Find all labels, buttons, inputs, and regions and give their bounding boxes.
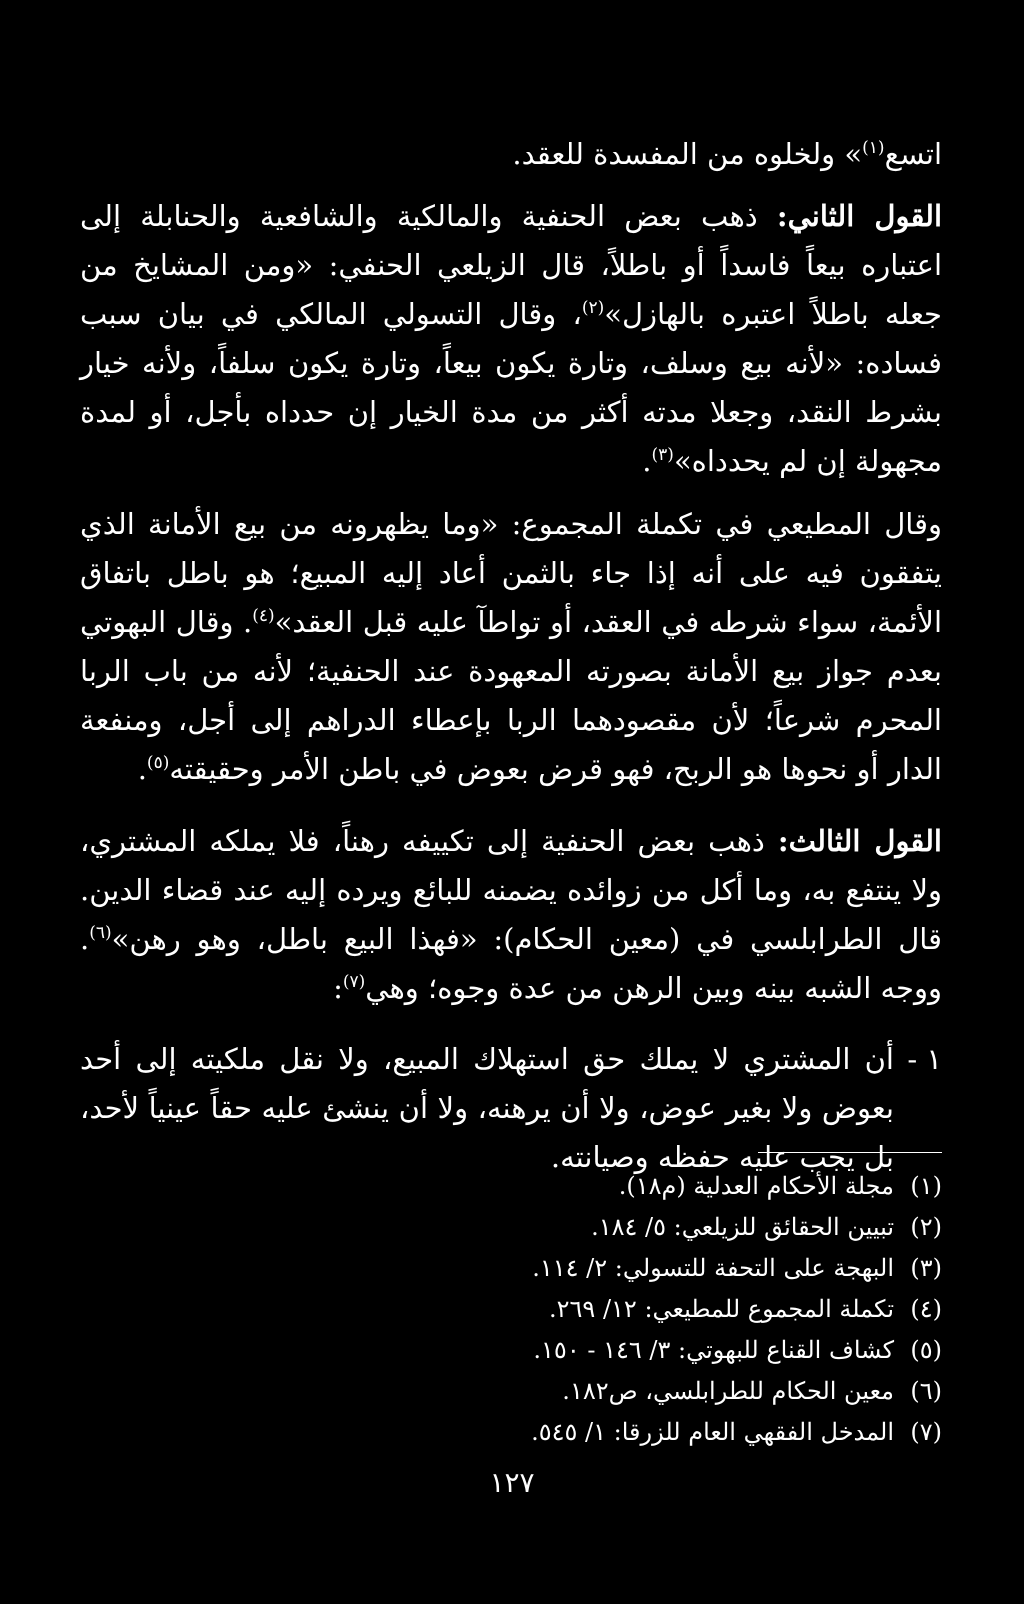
footnote-text: المدخل الفقهي العام للزرقا: ١/ ٥٤٥. [531,1418,894,1446]
paragraph-text: : [333,971,343,1005]
third-opinion-paragraph [80,817,942,1013]
intro-paragraph [80,130,942,179]
second-opinion-heading: القول الثاني: [776,199,943,233]
footnote-text: تكملة المجموع للمطيعي: ١٢/ ٢٦٩. [549,1295,894,1323]
paragraph-text: . [137,752,147,786]
footnote-ref: (٧) [342,972,366,992]
footnote-item [480,1289,942,1330]
footnotes [480,1166,942,1453]
footnote-text: كشاف القناع للبهوتي: ٣/ ١٤٦ - ١٥٠. [533,1336,894,1364]
footnote-ref: (٥) [146,753,170,773]
footnote-number: (١) [910,1172,942,1200]
list-item [80,1035,942,1182]
footnote-number: (٣) [910,1254,942,1282]
footnote-item [480,1166,942,1207]
footnote-text: تبيين الحقائق للزيلعي: ٥/ ١٨٤. [591,1213,894,1241]
footnote-text: مجلة الأحكام العدلية (م١٨). [618,1172,894,1200]
footnote-text: معين الحكام للطرابلسي، ص١٨٢. [562,1377,894,1405]
footnote-item [480,1412,942,1453]
third-opinion-heading: القول الثالث: [777,824,942,858]
footnote-divider [758,1152,942,1153]
paragraph-text: وقال المطيعي في تكملة المجموع: «وما يظهرونه من بيع الأمانة الذي يتفقون فيه على أنه إذا جاء بالثمن أعاد إليه المبيع؛ هو باطل باتفاق الأئمة، سواء شرطه في العقد، أو تواطآ عليه قبل العقد» [80,507,943,639]
main-text [80,130,942,1182]
footnote-text: البهجة على التحفة للتسولي: ٢/ ١١٤. [532,1254,894,1282]
footnote-ref: (٢) [581,298,605,318]
footnote-item [480,1207,942,1248]
footnote-number: (٤) [910,1295,942,1323]
intro-text: اتسع [884,137,942,171]
paragraph-text: ، وقال التسولي المالكي في بيان سبب فساده: «لأنه بيع وسلف، وتارة يكون بيعاً، وتارة يكون سلفاً، ولأنه خيار بشرط النقد، وجعلا مدته أكثر من مدة الخيار إن حدداه بأجل، أو لمدة مجهولة إن لم يحدداه» [80,297,942,478]
paragraph-text: . [642,444,652,478]
page-number: ١٢٧ [489,1466,535,1499]
list-item-number: ١ - [907,1042,942,1076]
footnote-number: (٢) [910,1213,942,1241]
footnote-ref: (٣) [651,445,674,465]
footnote-ref: (١) [862,138,885,158]
footnote-number: (٧) [910,1418,942,1446]
paragraph-text: . ووجه الشبه بينه وبين الرهن من عدة وجوه؛ وهي [80,922,942,1005]
footnote-ref: (٤) [252,606,275,626]
footnote-item [480,1371,942,1412]
footnote-item [480,1248,942,1289]
list-item-text: أن المشتري لا يملك حق استهلاك المبيع، ولا نقل ملكيته إلى أحد بعوض ولا بغير عوض، ولا أن يرهنه، ولا أن ينشئ عليه حقاً عينياً لأحد، بل يجب عليه حفظه وصيانته. [80,1042,894,1174]
footnote-item [480,1330,942,1371]
paragraph-text: ذهب بعض الحنفية إلى تكييفه رهناً، فلا يملكه المشتري، ولا ينتفع به، وما أكل من زوائده يضمنه للبائع ويرده إليه عند قضاء الدين. قال الطرابلسي في (معين الحكام): «فهذا البيع باطل، وهو رهن» [80,824,942,956]
footnote-number: (٦) [910,1377,942,1405]
footnote-ref: (٦) [89,923,112,943]
paragraph-text: ذهب بعض الحنفية والمالكية والشافعية والحنابلة إلى اعتباره بيعاً فاسداً أو باطلاً، قال الزيلعي الحنفي: «ومن المشايخ من جعله باطلاً اعتبره بالهازل» [80,199,942,331]
intro-rest: » ولخلوه من المفسدة للعقد. [512,137,863,171]
second-opinion-paragraph [80,192,942,486]
paragraph-text: . وقال البهوتي بعدم جواز بيع الأمانة بصورته المعهودة عند الحنفية؛ لأنه من باب الربا المحرم شرعاً؛ لأن مقصودهما الربا بإعطاء الدراهم إلى أجل، ومنفعة الدار أو نحوها هو الربح، فهو قرض بعوض في باطن الأمر وحقيقته [80,605,942,786]
footnote-number: (٥) [910,1336,942,1364]
mutii-paragraph [80,500,942,794]
